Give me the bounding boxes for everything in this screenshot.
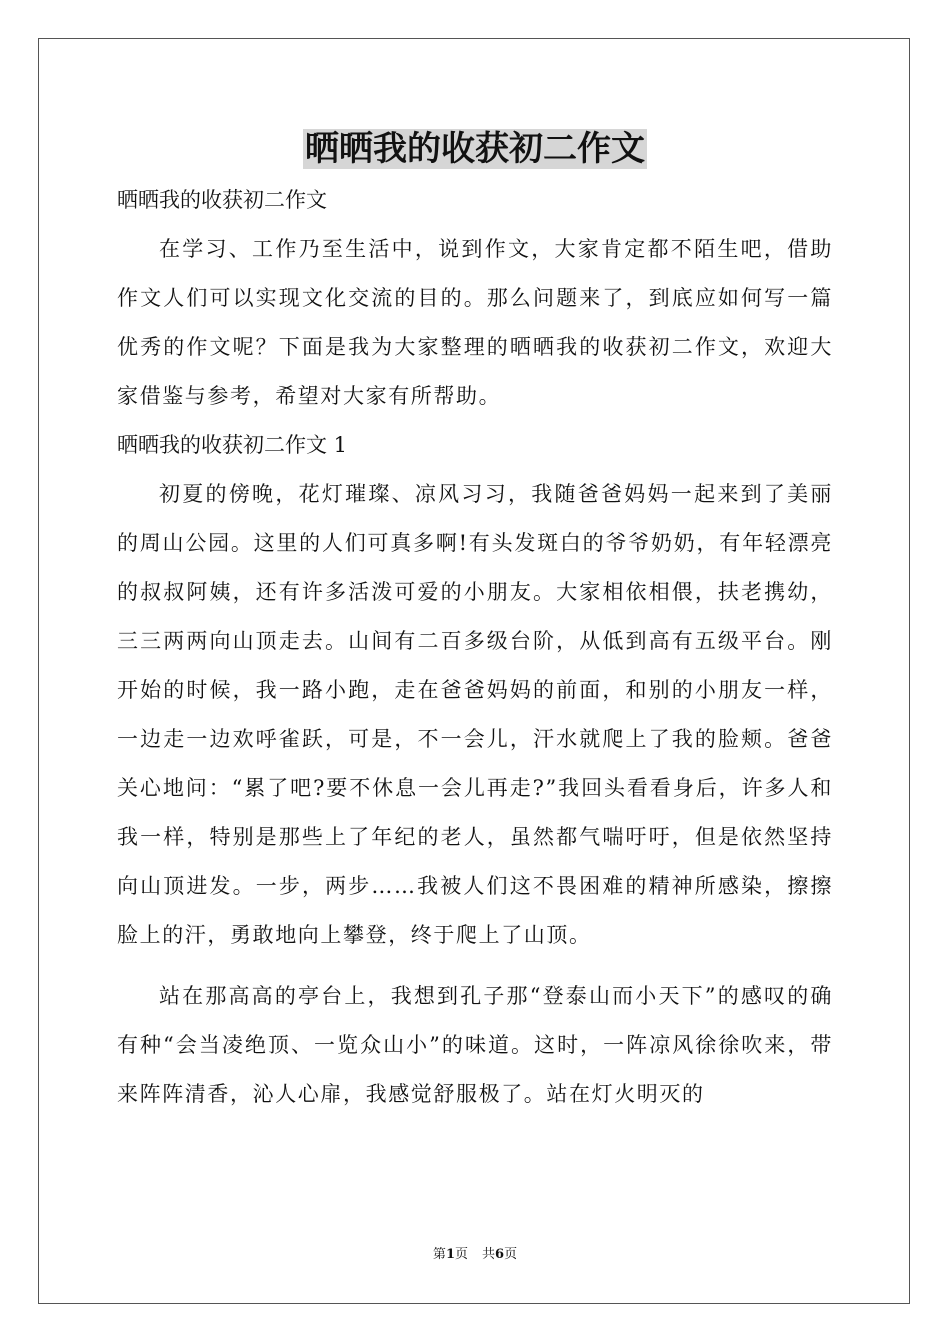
page-unit: 页 [454, 1247, 468, 1262]
intro-paragraph: 在学习、工作乃至生活中，说到作文，大家肯定都不陌生吧，借助作文人们可以实现文化交流的目的。那么问题来了，到底应如何写一篇优秀的作文呢？下面是我为大家整理的晒晒我的收获初二作文，欢迎大家借鉴与参考，希望对大家有所帮助。 [117, 237, 833, 408]
body-paragraph-1: 初夏的傍晚，花灯璀璨、凉风习习，我随爸爸妈妈一起来到了美丽的周山公园。这里的人们可真多啊!有头发斑白的爷爷奶奶，有年轻漂亮的叔叔阿姨，还有许多活泼可爱的小朋友。大家相依相偎，扶老携幼，三三两两向山顶走去。山间有二百多级台阶，从低到高有五级平台。刚开始的时候，我一路小跑，走在爸爸妈妈的前面，和别的小朋友一样，一边走一边欢呼雀跃，可是，不一会儿，汗水就爬上了我的脸颊。爸爸关心地问：“累了吧?要不休息一会儿再走?”我回头看看身后，许多人和我一样，特别是那些上了年纪的老人，虽然都气喘吁吁，但是依然坚持向山顶进发。一步，两步……我被人们这不畏困难的精神所感染，擦擦脸上的汗，勇敢地向上攀登，终于爬上了山顶。 [117, 482, 833, 947]
document-subtitle: 晒晒我的收获初二作文 [117, 188, 327, 212]
document-body [117, 176, 833, 1119]
document-title-text: 晒晒我的收获初二作文 [305, 129, 645, 169]
page-footer [0, 1246, 950, 1264]
page-prefix: 第 [432, 1247, 446, 1262]
total-prefix: 共 [482, 1247, 496, 1262]
total-page-number: 6 [495, 1247, 505, 1262]
section-heading: 晒晒我的收获初二作文 1 [117, 433, 348, 457]
total-unit: 页 [504, 1247, 518, 1262]
body-paragraph-2: 站在那高高的亭台上，我想到孔子那“登泰山而小天下”的感叹的确有种“会当凌绝顶、一览众山小”的味道。这时，一阵凉风徐徐吹来，带来阵阵清香，沁人心扉，我感觉舒服极了。站在灯火明灭的 [117, 984, 833, 1106]
current-page-number: 1 [445, 1247, 455, 1262]
document-title [0, 124, 950, 174]
